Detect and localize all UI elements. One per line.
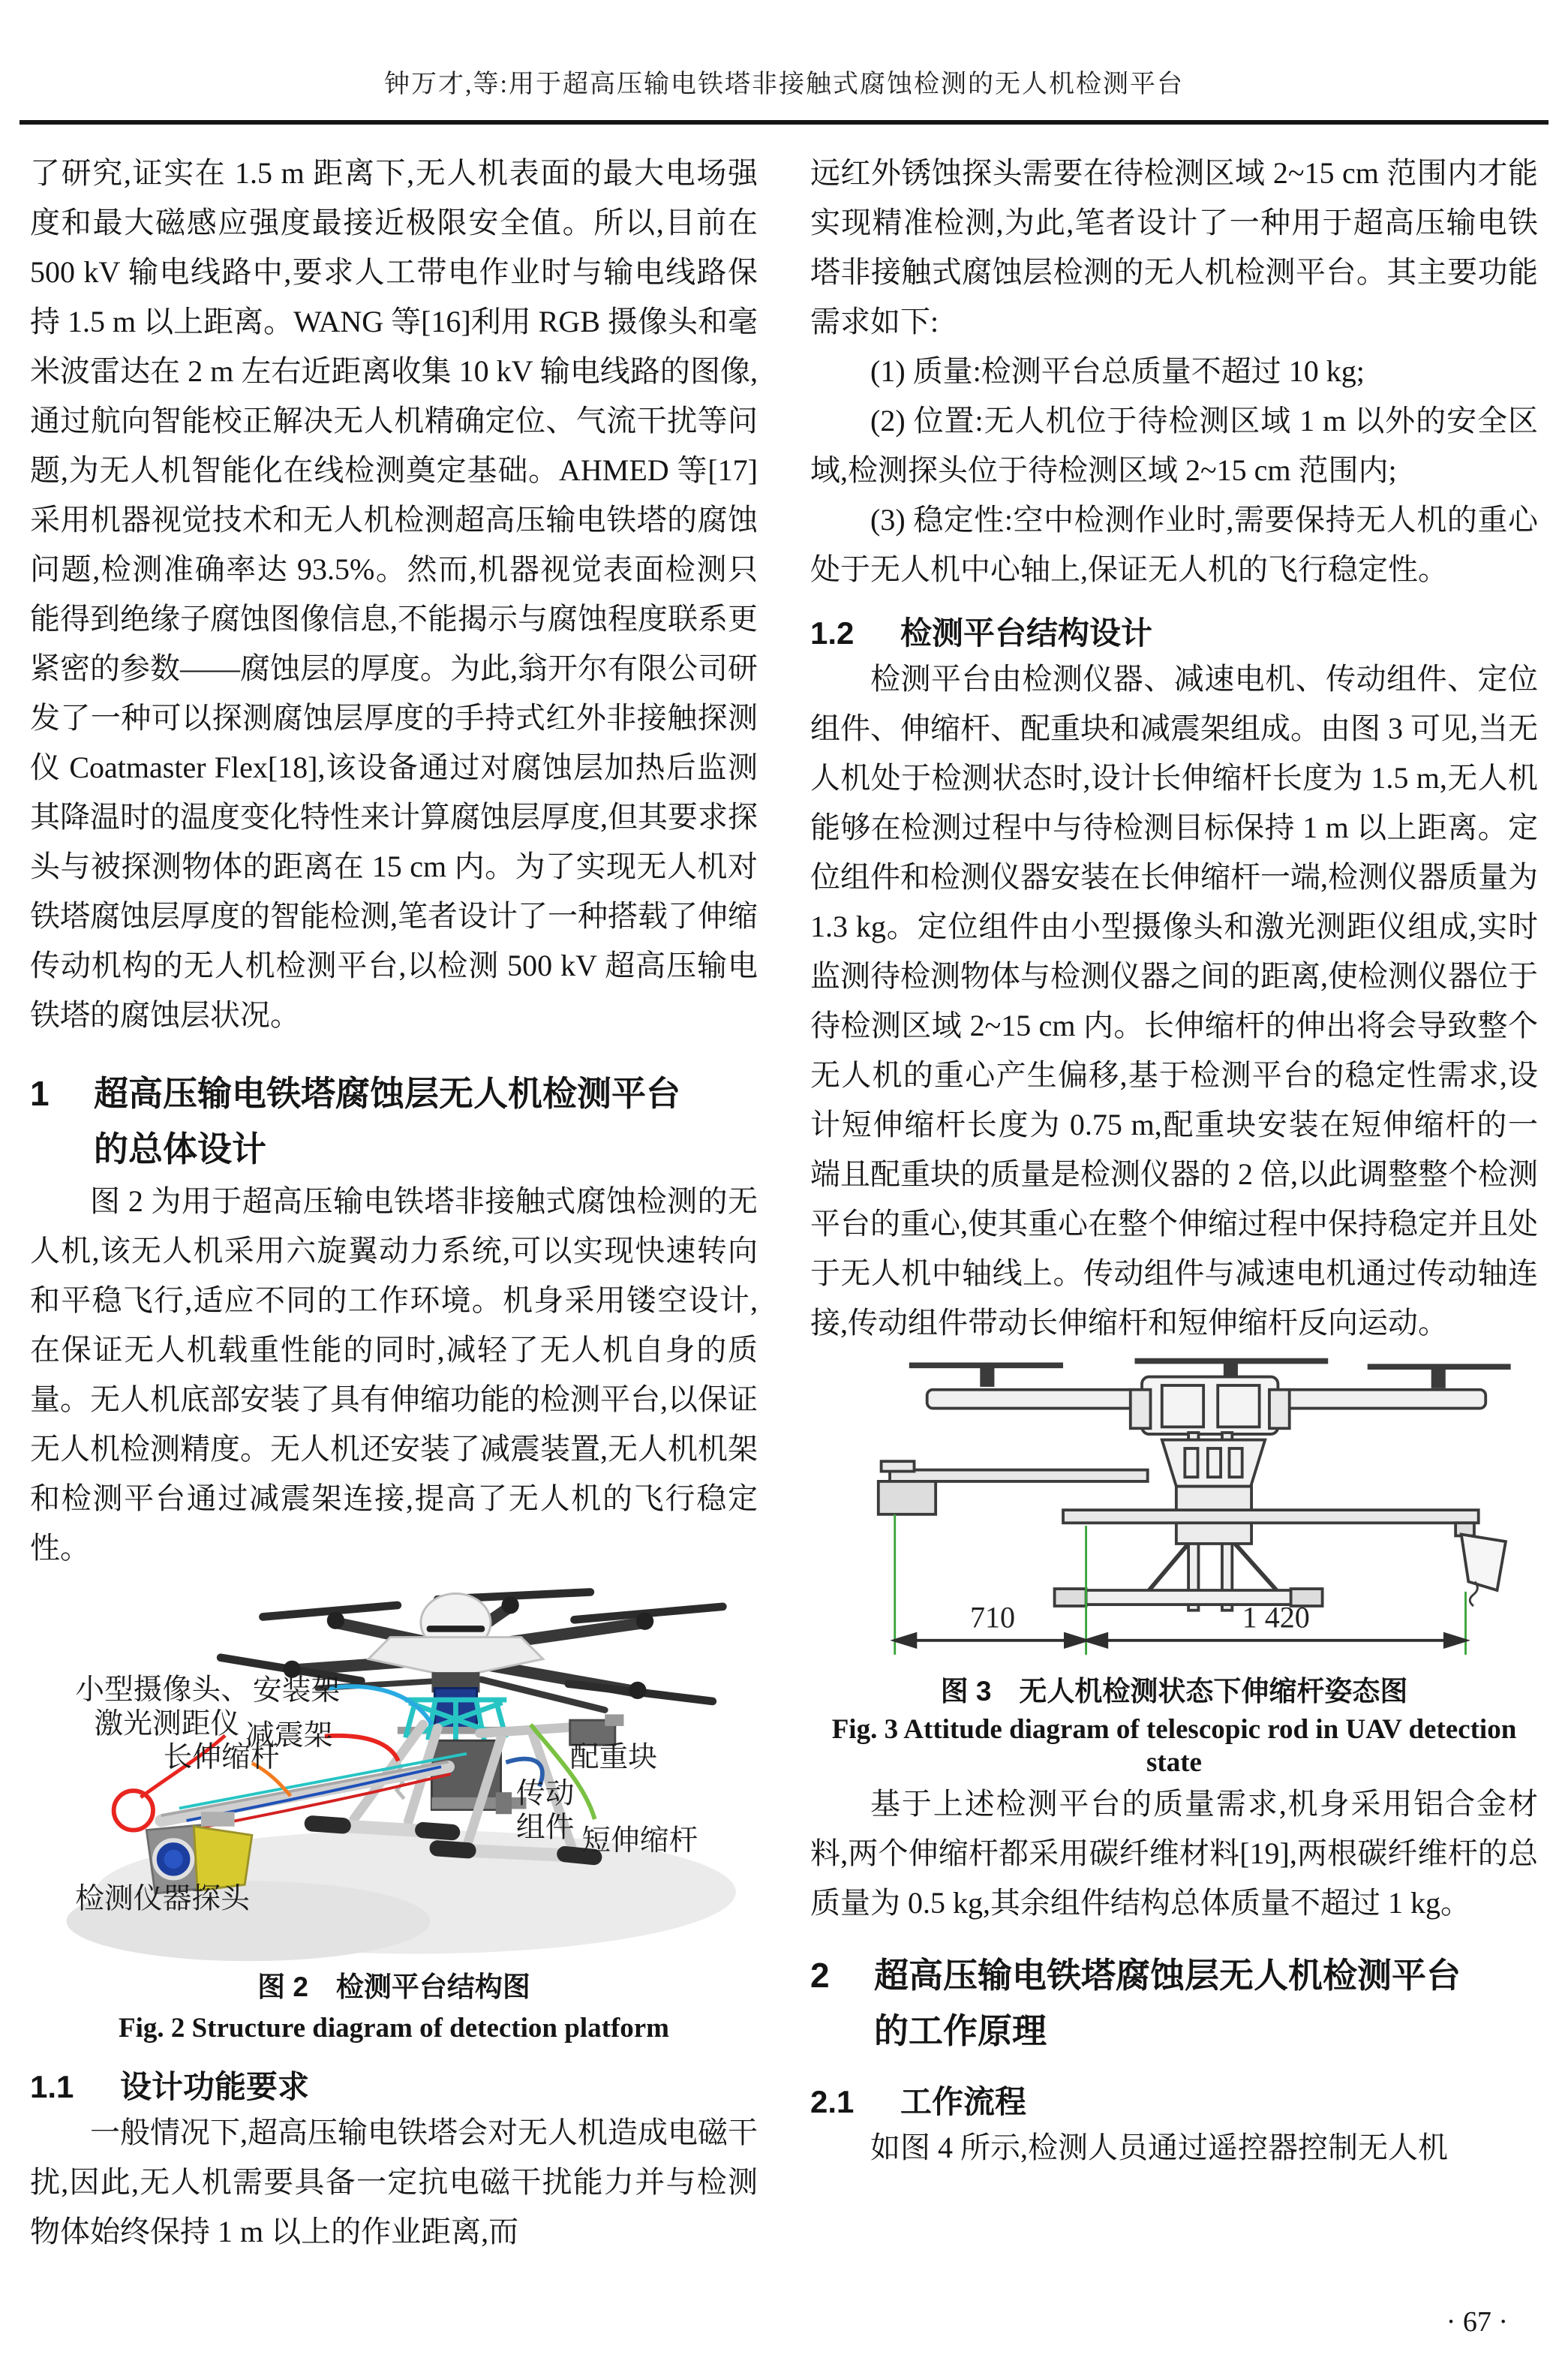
figure-2-caption-zh: 图 2 检测平台结构图 xyxy=(257,1971,530,2002)
paragraph: 远红外锈蚀探头需要在待检测区域 2~15 cm 范围内才能实现精准检测,为此,笔者设计了一种用于超高压输电铁塔非接触式腐蚀层检测的无人机检测平台。其主要功能需求如下: xyxy=(810,156,1538,338)
list-item: (1) 质量:检测平台总质量不超过 10 kg; xyxy=(870,354,1365,388)
skid-pad xyxy=(437,1848,468,1851)
label-short-rod: 短伸缩杆 xyxy=(581,1824,698,1857)
leader-mount xyxy=(329,1686,432,1725)
section-number: 1.1 xyxy=(30,2069,74,2104)
figure-3-caption-en: Fig. 3 Attitude diagram of telescopic rod in UAV detection state xyxy=(831,1714,1517,1778)
rail-clamp xyxy=(496,1792,512,1814)
figure-3 xyxy=(810,1354,1538,1779)
counterweight-cap xyxy=(605,1714,623,1726)
section-1-heading xyxy=(30,1066,758,1177)
section-2-1-heading xyxy=(810,2081,1538,2123)
dimension-arrows xyxy=(895,1634,1466,1647)
section-1-2-heading xyxy=(810,612,1538,654)
section-number: 1.2 xyxy=(810,615,855,651)
section-1-1-heading xyxy=(30,2066,758,2108)
list-item: (2) 位置:无人机位于待检测区域 1 m 以外的安全区域,检测探头位于待检测区域 2~15 cm 范围内; xyxy=(810,404,1538,487)
section-title: 超高压输电铁塔腐蚀层无人机检测平台 的总体设计 xyxy=(94,1074,680,1168)
leader-damper xyxy=(325,1736,398,1761)
figure-2-caption-en: Fig. 2 Structure diagram of detection platform xyxy=(118,2013,670,2044)
dimension-1420: 1 420 xyxy=(1242,1600,1310,1635)
page-number: · 67 · xyxy=(1446,2306,1508,2338)
header-rule xyxy=(20,120,1548,125)
probe-bracket xyxy=(201,1812,235,1826)
figure-2 xyxy=(30,1579,758,2045)
paragraph: 了研究,证实在 1.5 m 距离下,无人机表面的最大电场强度和最大磁感应强度最接近极限安全值。所以,目前在 500 kV 输电线路中,要求人工带电作业时与输电线路保持 1.5 m 以上距离。WANG 等[16]利用 RGB 摄像头和毫米波雷达在 2 m 左右近距离收集 10 kV 输电线路的图像,通过航向智能校正解决无人机精确定位、气流干扰等问题,为无人机智能化在线检测奠定基础。AHMED 等[17]采用机器视觉技术和无人机检测超高压输电铁塔的腐蚀问题,检测准确率达 93.5%。然而,机器视觉表面检测只能得到绝缘子腐蚀图像信息,不能揭示与腐蚀程度联系更紧密的参数——腐蚀层的厚度。为此,翁开尔有限公司研发了一种可以探测腐蚀层厚度的手持式红外非接触探测仪 Coatmaster Flex[18],该设备通过对腐蚀层加热后监测其降温时的温度变化特性来计算腐蚀层厚度,但其要求探头与被探测物体的距离在 15 cm 内。为了实现无人机对铁塔腐蚀层厚度的智能检测,笔者设计了一种搭载了伸缩传动机构的无人机检测平台,以检测 500 kV 超高压输电铁塔的腐蚀层状况。 xyxy=(30,156,758,1032)
probe-lens-inner xyxy=(164,1850,183,1869)
label-mount: 安装架 xyxy=(252,1674,341,1707)
skid-pad xyxy=(423,1830,452,1833)
annotation-circle xyxy=(114,1791,153,1830)
label-trans-line1: 传动 xyxy=(515,1777,575,1810)
label-probe: 检测仪器探头 xyxy=(75,1882,250,1915)
left-column xyxy=(30,149,758,2257)
paragraph: 基于上述检测平台的质量需求,机身采用铝合金材料,两个伸缩杆都采用碳纤维材料[19],两根碳纤维杆的总质量为 0.5 kg,其余组件结构总体质量不超过 1 kg。 xyxy=(810,1787,1538,1920)
drone-structure-figure xyxy=(30,1579,758,1965)
label-damper: 减震架 xyxy=(245,1719,333,1752)
paragraph: 一般情况下,超高压输电铁塔会对无人机造成电磁干扰,因此,无人机需要具备一定抗电磁干扰能力并与检测物体始终保持 1 m 以上的作业距离,而 xyxy=(30,2116,758,2248)
label-weight: 配重块 xyxy=(569,1741,658,1774)
right-column xyxy=(810,149,1538,2173)
skid-pad xyxy=(312,1824,343,1826)
section-title: 设计功能要求 xyxy=(120,2069,310,2104)
section-title: 检测平台结构设计 xyxy=(900,615,1153,651)
label-camera-line2: 激光测距仪 xyxy=(94,1707,240,1740)
section-2-heading xyxy=(810,1947,1538,2059)
paragraph: 检测平台由检测仪器、减速电机、传动组件、定位组件、伸缩杆、配重块和减震架组成。由图 3 可见,当无人机处于检测状态时,设计长伸缩杆长度为 1.5 m,无人机能够在检测过程中与待检测目标保持 1 m 以上距离。定位组件和检测仪器安装在长伸缩杆一端,检测仪器质量为 1.3 kg。定位组件由小型摄像头和激光测距仪组成,实时监测待检测物体与检测仪器之间的距离,使检测仪器位于待检测区域 2~15 cm 内。长伸缩杆的伸出将会导致整个无人机的重心产生偏移,基于检测平台的稳定性需求,设计短伸缩杆长度为 0.75 m,配重块安装在短伸缩杆的一端且配重块的质量是检测仪器的 2 倍,以此调整整个检测平台的重心,使其重心在整个伸缩过程中保持稳定并且处于无人机中轴线上。传动组件与减速电机通过传动轴连接,传动组件带动长伸缩杆和短伸缩杆反向运动。 xyxy=(810,662,1538,1340)
telescopic-rod-diagram xyxy=(810,1354,1538,1669)
section-title: 超高压输电铁塔腐蚀层无人机检测平台 的工作原理 xyxy=(874,1956,1461,2050)
dome-band xyxy=(427,1626,485,1632)
label-camera-line1: 小型摄像头、 xyxy=(75,1674,250,1707)
label-long-rod: 长伸缩杆 xyxy=(163,1741,280,1774)
uav-line-art xyxy=(879,1361,1511,1611)
list-item: (3) 稳定性:空中检测作业时,需要保持无人机的重心处于无人机中心轴上,保证无人机的飞行稳定性。 xyxy=(810,503,1538,586)
running-header: 钟万才,等:用于超高压输电铁塔非接触式腐蚀检测的无人机检测平台 xyxy=(384,71,1184,98)
section-number: 2.1 xyxy=(810,2084,855,2119)
label-trans-line2: 组件 xyxy=(515,1811,575,1844)
paragraph: 图 2 为用于超高压输电铁塔非接触式腐蚀检测的无人机,该无人机采用六旋翼动力系统,可以实现快速转向和平稳飞行,适应不同的工作环境。机身采用镂空设计,在保证无人机载重性能的同时,减轻了无人机自身的质量。无人机底部安装了具有伸缩功能的检测平台,以保证无人机检测精度。无人机还安装了减震装置,无人机机架和检测平台通过减震架连接,提高了无人机的飞行稳定性。 xyxy=(30,1184,758,1565)
probe-yellow-shell xyxy=(194,1827,252,1890)
section-number: 1 xyxy=(30,1074,50,1113)
dimension-710: 710 xyxy=(969,1600,1016,1635)
section-number: 2 xyxy=(810,1956,830,1995)
figure-3-caption-zh: 图 3 无人机检测状态下伸缩杆姿态图 xyxy=(940,1676,1408,1707)
paragraph: 如图 4 所示,检测人员通过遥控器控制无人机 xyxy=(870,2131,1448,2164)
section-title: 工作流程 xyxy=(900,2084,1027,2119)
